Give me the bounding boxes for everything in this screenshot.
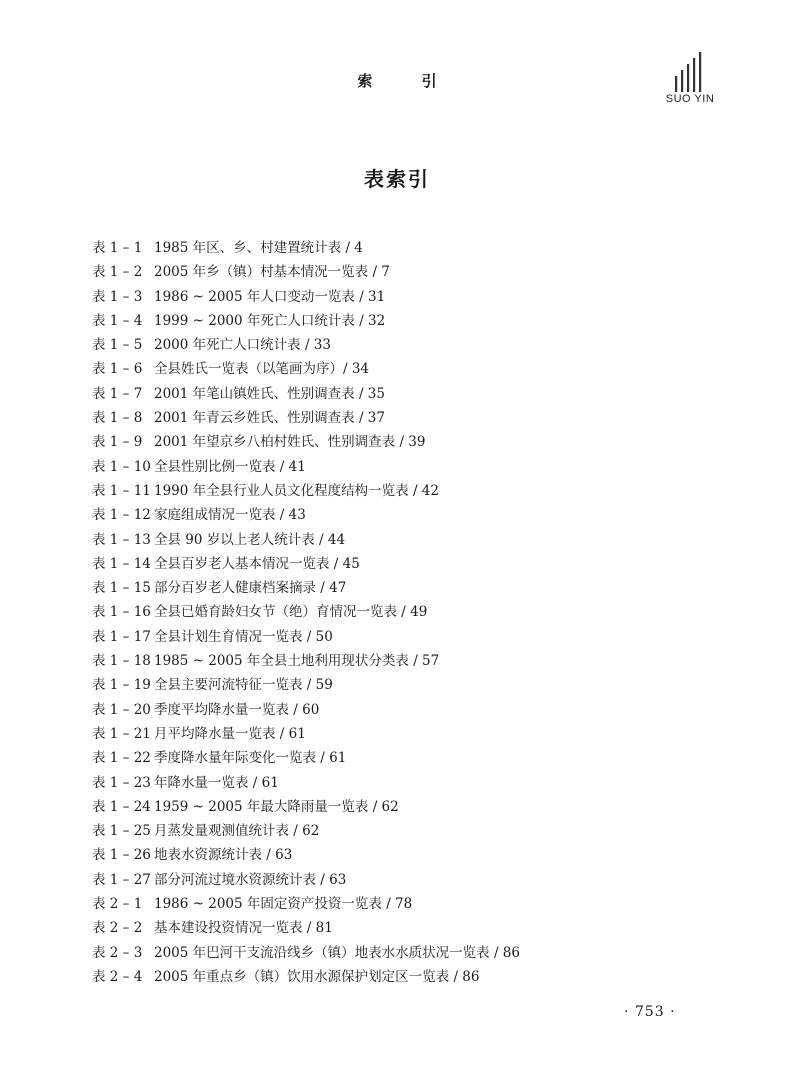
entry-title: 全县百岁老人基本情况一览表 / 45 [154, 555, 360, 572]
list-item [92, 430, 732, 454]
list-item [92, 285, 732, 309]
entry-number: 表 1 – 16 [92, 604, 151, 621]
list-item [92, 673, 732, 697]
entry-number: 表 1 – 27 [92, 871, 151, 888]
table-index-list [92, 236, 732, 989]
list-item [92, 625, 732, 649]
section-title: 表索引 [364, 167, 430, 191]
list-item [92, 941, 732, 965]
list-item [92, 260, 732, 284]
list-item [92, 333, 732, 357]
entry-number: 表 1 – 23 [92, 774, 151, 791]
list-item [92, 868, 732, 892]
entry-title: 1985 年区、乡、村建置统计表 / 4 [154, 240, 363, 256]
entry-title: 1986 ~ 2005 年人口变动一览表 / 31 [154, 288, 386, 305]
entry-number: 表 1 – 4 [92, 312, 143, 329]
entry-title: 部分河流过境水资源统计表 / 63 [154, 871, 347, 888]
list-item [92, 528, 732, 552]
entry-title: 季度平均降水量一览表 / 60 [154, 701, 320, 718]
entry-title: 部分百岁老人健康档案摘录 / 47 [154, 580, 347, 597]
entry-title: 2005 年乡（镇）村基本情况一览表 / 7 [154, 264, 390, 281]
list-item [92, 576, 732, 600]
list-item [92, 455, 732, 479]
entry-number: 表 1 – 5 [92, 337, 143, 354]
entry-title: 1999 ~ 2000 年死亡人口统计表 / 32 [154, 312, 386, 329]
list-item [92, 843, 732, 867]
entry-number: 表 1 – 21 [92, 725, 151, 742]
list-item [92, 479, 732, 503]
running-head-title: 索 引 [357, 72, 459, 90]
entry-number: 表 1 – 12 [92, 507, 151, 524]
entry-title: 月蒸发量观测值统计表 / 62 [154, 823, 320, 840]
entry-title: 家庭组成情况一览表 / 43 [154, 507, 306, 524]
entry-title: 全县姓氏一览表（以笔画为序）/ 34 [154, 361, 370, 378]
entry-title: 全县计划生育情况一览表 / 50 [154, 628, 333, 645]
entry-title: 全县性别比例一览表 / 41 [154, 458, 306, 475]
entry-number: 表 1 – 26 [92, 847, 151, 864]
entry-number: 表 2 – 1 [92, 896, 143, 913]
list-item [92, 552, 732, 576]
entry-number: 表 1 – 6 [92, 361, 143, 378]
entry-title: 地表水资源统计表 / 63 [154, 847, 293, 864]
entry-number: 表 1 – 22 [92, 750, 151, 767]
entry-number: 表 1 – 19 [92, 677, 151, 694]
list-item [92, 382, 732, 406]
entry-title: 季度降水量年际变化一览表 / 61 [154, 750, 347, 767]
list-item [92, 406, 732, 430]
entry-number: 表 1 – 2 [92, 264, 143, 281]
entry-number: 表 1 – 20 [92, 701, 151, 718]
entry-title: 2005 年巴河干支流沿线乡（镇）地表水水质状况一览表 / 86 [154, 944, 520, 961]
entry-number: 表 2 – 2 [92, 920, 143, 937]
list-item [92, 722, 732, 746]
entry-number: 表 1 – 17 [92, 628, 151, 645]
entry-number: 表 1 – 3 [92, 288, 143, 305]
entry-title: 1986 ~ 2005 年固定资产投资一览表 / 78 [154, 896, 413, 913]
page-number: · 753 · [624, 1004, 676, 1020]
list-item [92, 600, 732, 624]
list-item [92, 649, 732, 673]
list-item [92, 965, 732, 989]
entry-number: 表 2 – 4 [92, 968, 143, 985]
entry-number: 表 1 – 11 [92, 482, 151, 499]
entry-title: 全县主要河流特征一览表 / 59 [154, 677, 333, 694]
list-item [92, 746, 732, 770]
list-item [92, 236, 732, 260]
entry-title: 年降水量一览表 / 61 [154, 774, 279, 791]
bars-logo-icon [673, 52, 713, 92]
entry-title: 1985 ~ 2005 年全县土地利用现状分类表 / 57 [154, 653, 440, 670]
entry-title: 月平均降水量一览表 / 61 [154, 725, 306, 742]
entry-title: 2000 年死亡人口统计表 / 33 [154, 337, 331, 354]
entry-title: 全县已婚育龄妇女节（绝）育情况一览表 / 49 [154, 604, 428, 621]
entry-title: 1959 ~ 2005 年最大降雨量一览表 / 62 [154, 798, 399, 815]
entry-number: 表 1 – 18 [92, 653, 151, 670]
entry-title: 全县 90 岁以上老人统计表 / 44 [154, 531, 346, 548]
entry-title: 2001 年笔山镇姓氏、性别调查表 / 35 [154, 385, 385, 402]
list-item [92, 795, 732, 819]
entry-number: 表 1 – 14 [92, 555, 151, 572]
entry-title: 1990 年全县行业人员文化程度结构一览表 / 42 [154, 482, 439, 499]
entry-number: 表 1 – 25 [92, 823, 151, 840]
list-item [92, 309, 732, 333]
list-item [92, 819, 732, 843]
list-item [92, 698, 732, 722]
section-logo [655, 52, 725, 108]
entry-number: 表 1 – 10 [92, 458, 151, 475]
list-item [92, 916, 732, 940]
entry-number: 表 1 – 15 [92, 580, 151, 597]
entry-title: 基本建设投资情况一览表 / 81 [154, 920, 333, 937]
logo-text: SUO YIN [665, 93, 715, 105]
entry-number: 表 1 – 13 [92, 531, 151, 548]
entry-number: 表 1 – 9 [92, 434, 143, 451]
entry-number: 表 1 – 24 [92, 798, 151, 815]
entry-number: 表 1 – 1 [92, 240, 143, 256]
list-item [92, 771, 732, 795]
entry-title: 2001 年望京乡八柏村姓氏、性别调查表 / 39 [154, 434, 426, 451]
entry-title: 2005 年重点乡（镇）饮用水源保护划定区一览表 / 86 [154, 968, 480, 985]
list-item [92, 503, 732, 527]
entry-number: 表 1 – 7 [92, 385, 143, 402]
list-item [92, 357, 732, 381]
entry-number: 表 2 – 3 [92, 944, 143, 961]
entry-title: 2001 年青云乡姓氏、性别调查表 / 37 [154, 410, 385, 427]
entry-number: 表 1 – 8 [92, 410, 143, 427]
list-item [92, 892, 732, 916]
